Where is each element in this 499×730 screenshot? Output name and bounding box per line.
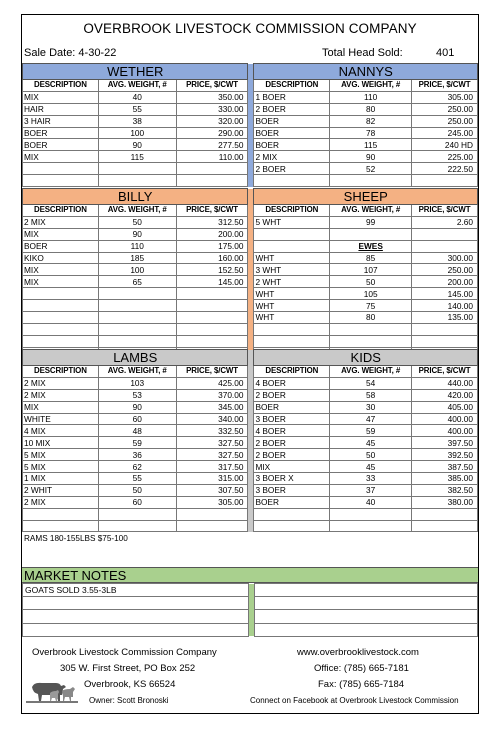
price-cell: 420.00 — [412, 389, 478, 401]
notes-row — [23, 597, 478, 610]
description-cell: 1 MIX — [23, 473, 99, 485]
description-cell: 3 WHT — [254, 264, 330, 276]
description-cell: 1 BOER — [254, 91, 330, 103]
description-cell: 2 BOER — [254, 437, 330, 449]
note-cell — [23, 610, 249, 623]
table-row — [23, 449, 478, 461]
description-cell — [254, 520, 330, 532]
price-cell: 152.50 — [176, 264, 248, 276]
avg-weight-cell: 40 — [98, 91, 176, 103]
avg-weight-cell: 80 — [330, 103, 412, 115]
total-head-label: Total Head Sold: — [322, 47, 403, 59]
avg-weight-cell: 103 — [98, 377, 176, 389]
market-report-page — [21, 14, 479, 714]
avg-weight-cell: 115 — [98, 151, 176, 163]
avg-weight-cell: 58 — [330, 389, 412, 401]
footer-fax: Fax: (785) 665-7184 — [318, 679, 405, 690]
description-cell: 2 MIX — [23, 377, 99, 389]
column-header: AVG. WEIGHT, # — [330, 80, 412, 92]
price-cell: 175.00 — [176, 240, 248, 252]
price-cell: 160.00 — [176, 252, 248, 264]
description-cell — [254, 508, 330, 520]
price-cell: 350.00 — [176, 91, 248, 103]
table-row — [23, 103, 478, 115]
avg-weight-cell — [98, 175, 176, 187]
description-cell: HAIR — [23, 103, 99, 115]
table-row — [23, 151, 478, 163]
price-cell — [176, 300, 248, 312]
table-row — [23, 437, 478, 449]
note-cell — [23, 597, 249, 610]
column-header: DESCRIPTION — [23, 366, 99, 378]
avg-weight-cell: 50 — [98, 484, 176, 496]
price-cell: 145.00 — [412, 288, 478, 300]
avg-weight-cell: 80 — [330, 312, 412, 324]
avg-weight-cell: 85 — [330, 252, 412, 264]
description-cell: BOER — [254, 127, 330, 139]
column-header: DESCRIPTION — [23, 205, 99, 217]
description-cell: KIKO — [23, 252, 99, 264]
column-header: AVG. WEIGHT, # — [330, 205, 412, 217]
avg-weight-cell — [98, 520, 176, 532]
avg-weight-cell: 100 — [98, 127, 176, 139]
ewes-subheader: EWES — [330, 240, 412, 252]
column-header: PRICE, $/CWT — [176, 80, 248, 92]
price-cell: 305.00 — [412, 91, 478, 103]
table-row — [23, 240, 478, 252]
table-row — [23, 401, 478, 413]
avg-weight-cell: 82 — [330, 115, 412, 127]
description-cell: 2 BOER — [254, 103, 330, 115]
price-cell: 400.00 — [412, 413, 478, 425]
price-cell: 200.00 — [412, 276, 478, 288]
column-header: AVG. WEIGHT, # — [98, 80, 176, 92]
description-cell: 10 MIX — [23, 437, 99, 449]
description-cell — [23, 335, 99, 347]
avg-weight-cell: 53 — [98, 389, 176, 401]
avg-weight-cell: 65 — [98, 276, 176, 288]
description-cell: BOER — [254, 139, 330, 151]
description-cell — [23, 163, 99, 175]
table-row — [23, 335, 478, 347]
price-cell: 317.50 — [176, 461, 248, 473]
description-cell: MIX — [23, 91, 99, 103]
price-cell: 332.50 — [176, 425, 248, 437]
price-cell: 382.50 — [412, 484, 478, 496]
avg-weight-cell: 30 — [330, 401, 412, 413]
market-notes-table — [22, 583, 478, 637]
column-header: PRICE, $/CWT — [176, 366, 248, 378]
price-cell: 397.50 — [412, 437, 478, 449]
price-cell: 400.00 — [412, 425, 478, 437]
description-cell — [254, 323, 330, 335]
wether-nannys-table — [22, 63, 478, 187]
description-cell — [23, 175, 99, 187]
avg-weight-cell: 36 — [98, 449, 176, 461]
price-cell: 312.50 — [176, 216, 248, 228]
price-cell: 250.00 — [412, 264, 478, 276]
price-cell: 250.00 — [412, 115, 478, 127]
price-cell: 370.00 — [176, 389, 248, 401]
avg-weight-cell: 50 — [330, 449, 412, 461]
wether-section-title: WETHER — [23, 64, 248, 80]
price-cell — [412, 175, 478, 187]
column-header: AVG. WEIGHT, # — [98, 205, 176, 217]
table-row — [23, 520, 478, 532]
price-cell: 245.00 — [412, 127, 478, 139]
footer-website[interactable]: www.overbrooklivestock.com — [297, 647, 419, 658]
price-cell: 222.50 — [412, 163, 478, 175]
table-row — [23, 425, 478, 437]
description-cell: BOER — [23, 127, 99, 139]
avg-weight-cell: 40 — [330, 496, 412, 508]
avg-weight-cell: 90 — [98, 228, 176, 240]
sale-date: Sale Date: 4-30-22 — [24, 47, 117, 59]
price-cell: 290.00 — [176, 127, 248, 139]
column-header: DESCRIPTION — [254, 366, 330, 378]
avg-weight-cell: 78 — [330, 127, 412, 139]
price-cell — [412, 520, 478, 532]
avg-weight-cell: 50 — [330, 276, 412, 288]
price-cell — [412, 335, 478, 347]
price-cell: 307.50 — [176, 484, 248, 496]
description-cell: MIX — [23, 276, 99, 288]
avg-weight-cell: 115 — [330, 139, 412, 151]
table-row — [23, 461, 478, 473]
footer-owner: Owner: Scott Bronoski — [89, 696, 169, 705]
price-cell: 385.00 — [412, 473, 478, 485]
price-cell: 300.00 — [412, 252, 478, 264]
description-cell — [23, 508, 99, 520]
price-cell — [412, 228, 478, 240]
avg-weight-cell: 105 — [330, 288, 412, 300]
lambs-section-title: LAMBS — [23, 350, 248, 366]
avg-weight-cell — [330, 323, 412, 335]
description-cell: MIX — [254, 461, 330, 473]
avg-weight-cell: 62 — [98, 461, 176, 473]
market-notes-title: MARKET NOTES — [22, 567, 478, 583]
description-cell: 3 BOER — [254, 484, 330, 496]
table-row — [23, 163, 478, 175]
avg-weight-cell — [330, 228, 412, 240]
description-cell: MIX — [23, 264, 99, 276]
table-row — [23, 484, 478, 496]
avg-weight-cell: 37 — [330, 484, 412, 496]
description-cell: 3 BOER — [254, 413, 330, 425]
billy-section-title: BILLY — [23, 189, 248, 205]
table-row — [23, 276, 478, 288]
avg-weight-cell: 75 — [330, 300, 412, 312]
avg-weight-cell: 90 — [98, 401, 176, 413]
notes-row — [23, 610, 478, 623]
rams-note: RAMS 180-155LBS $75-100 — [24, 534, 128, 543]
price-cell: 135.00 — [412, 312, 478, 324]
price-cell: 425.00 — [176, 377, 248, 389]
table-row — [23, 496, 478, 508]
price-cell: 200.00 — [176, 228, 248, 240]
table-row — [23, 389, 478, 401]
description-cell: WHT — [254, 288, 330, 300]
avg-weight-cell — [98, 300, 176, 312]
description-cell — [23, 520, 99, 532]
description-cell: BOER — [254, 401, 330, 413]
column-header: DESCRIPTION — [254, 205, 330, 217]
description-cell — [23, 323, 99, 335]
description-cell: 4 BOER — [254, 377, 330, 389]
avg-weight-cell: 38 — [98, 115, 176, 127]
note-cell — [23, 623, 249, 636]
avg-weight-cell: 45 — [330, 461, 412, 473]
table-row — [23, 288, 478, 300]
avg-weight-cell: 100 — [98, 264, 176, 276]
column-header: PRICE, $/CWT — [412, 205, 478, 217]
table-row — [23, 413, 478, 425]
table-row — [23, 377, 478, 389]
description-cell: 4 MIX — [23, 425, 99, 437]
avg-weight-cell: 55 — [98, 473, 176, 485]
description-cell: 2 BOER — [254, 449, 330, 461]
description-cell — [23, 288, 99, 300]
avg-weight-cell — [98, 312, 176, 324]
column-header: AVG. WEIGHT, # — [330, 366, 412, 378]
avg-weight-cell: 110 — [330, 91, 412, 103]
livestock-logo-icon — [26, 675, 78, 705]
footer-facebook[interactable]: Connect on Facebook at Overbrook Livestock Commission — [250, 696, 459, 705]
avg-weight-cell: 59 — [98, 437, 176, 449]
billy-sheep-table — [22, 188, 478, 360]
description-cell — [254, 228, 330, 240]
price-cell: 380.00 — [412, 496, 478, 508]
avg-weight-cell: 55 — [98, 103, 176, 115]
table-row — [23, 115, 478, 127]
price-cell: 315.00 — [176, 473, 248, 485]
description-cell: 5 WHT — [254, 216, 330, 228]
price-cell — [176, 508, 248, 520]
description-cell: 3 HAIR — [23, 115, 99, 127]
avg-weight-cell: 60 — [98, 413, 176, 425]
price-cell: 387.50 — [412, 461, 478, 473]
price-cell: 327.50 — [176, 449, 248, 461]
description-cell: BOER — [23, 139, 99, 151]
price-cell: 345.00 — [176, 401, 248, 413]
avg-weight-cell: 90 — [330, 151, 412, 163]
price-cell: 240 HD — [412, 139, 478, 151]
description-cell: BOER — [23, 240, 99, 252]
description-cell: WHT — [254, 252, 330, 264]
avg-weight-cell: 185 — [98, 252, 176, 264]
price-cell — [176, 175, 248, 187]
avg-weight-cell: 50 — [98, 216, 176, 228]
avg-weight-cell: 48 — [98, 425, 176, 437]
description-cell — [23, 300, 99, 312]
price-cell — [176, 335, 248, 347]
table-row — [23, 300, 478, 312]
table-row — [23, 323, 478, 335]
description-cell: WHT — [254, 312, 330, 324]
price-cell: 250.00 — [412, 103, 478, 115]
description-cell: 5 MIX — [23, 449, 99, 461]
price-cell: 405.00 — [412, 401, 478, 413]
description-cell: 2 MIX — [23, 216, 99, 228]
price-cell — [176, 520, 248, 532]
notes-row — [23, 623, 478, 636]
avg-weight-cell — [98, 335, 176, 347]
nannys-section-title: NANNYS — [254, 64, 478, 80]
description-cell: WHT — [254, 300, 330, 312]
lambs-kids-table — [22, 349, 478, 532]
footer-office-phone: Office: (785) 665-7181 — [314, 663, 409, 674]
description-cell: 2 MIX — [23, 496, 99, 508]
description-cell: 2 WHIT — [23, 484, 99, 496]
price-cell: 2.60 — [412, 216, 478, 228]
column-header: AVG. WEIGHT, # — [98, 366, 176, 378]
price-cell: 225.00 — [412, 151, 478, 163]
price-cell: 330.00 — [176, 103, 248, 115]
price-cell: 145.00 — [176, 276, 248, 288]
column-header: PRICE, $/CWT — [176, 205, 248, 217]
notes-row — [23, 584, 478, 597]
avg-weight-cell: 52 — [330, 163, 412, 175]
avg-weight-cell: 99 — [330, 216, 412, 228]
table-row — [23, 175, 478, 187]
table-row — [23, 139, 478, 151]
footer-address-1: 305 W. First Street, PO Box 252 — [60, 663, 196, 674]
kids-section-title: KIDS — [254, 350, 478, 366]
description-cell — [254, 175, 330, 187]
description-cell: 2 BOER — [254, 163, 330, 175]
column-header: DESCRIPTION — [254, 80, 330, 92]
avg-weight-cell: 90 — [98, 139, 176, 151]
avg-weight-cell — [330, 335, 412, 347]
sheep-section-title: SHEEP — [254, 189, 478, 205]
description-cell: 4 BOER — [254, 425, 330, 437]
table-row — [23, 312, 478, 324]
avg-weight-cell — [98, 288, 176, 300]
table-row — [23, 91, 478, 103]
description-cell: 2 WHT — [254, 276, 330, 288]
description-cell: 2 BOER — [254, 389, 330, 401]
price-cell — [176, 163, 248, 175]
table-row — [23, 264, 478, 276]
price-cell — [176, 288, 248, 300]
price-cell: 340.00 — [176, 413, 248, 425]
description-cell: BOER — [254, 496, 330, 508]
price-cell — [176, 312, 248, 324]
description-cell: 2 MIX — [254, 151, 330, 163]
price-cell: 392.50 — [412, 449, 478, 461]
column-header: PRICE, $/CWT — [412, 80, 478, 92]
price-cell: 140.00 — [412, 300, 478, 312]
avg-weight-cell: 33 — [330, 473, 412, 485]
avg-weight-cell: 107 — [330, 264, 412, 276]
table-row — [23, 473, 478, 485]
avg-weight-cell: 45 — [330, 437, 412, 449]
price-cell — [176, 323, 248, 335]
price-cell: 110.00 — [176, 151, 248, 163]
avg-weight-cell — [98, 163, 176, 175]
table-row — [23, 228, 478, 240]
avg-weight-cell — [98, 508, 176, 520]
price-cell: 327.50 — [176, 437, 248, 449]
avg-weight-cell: 54 — [330, 377, 412, 389]
description-cell: WHITE — [23, 413, 99, 425]
column-header: PRICE, $/CWT — [412, 366, 478, 378]
avg-weight-cell: 59 — [330, 425, 412, 437]
description-cell — [254, 335, 330, 347]
footer-company: Overbrook Livestock Commission Company — [32, 647, 217, 658]
footer-address-2: Overbrook, KS 66524 — [84, 679, 176, 690]
price-cell: 305.00 — [176, 496, 248, 508]
avg-weight-cell — [330, 508, 412, 520]
price-cell — [412, 508, 478, 520]
price-cell — [412, 323, 478, 335]
price-cell: 277.50 — [176, 139, 248, 151]
description-cell: BOER — [254, 115, 330, 127]
total-head-value: 401 — [436, 47, 455, 59]
price-cell: 440.00 — [412, 377, 478, 389]
description-cell: 5 MIX — [23, 461, 99, 473]
table-row — [23, 252, 478, 264]
note-cell: GOATS SOLD 3.55-3LB — [23, 584, 249, 597]
avg-weight-cell — [98, 323, 176, 335]
description-cell: 3 BOER X — [254, 473, 330, 485]
description-cell: MIX — [23, 151, 99, 163]
avg-weight-cell: 110 — [98, 240, 176, 252]
company-title: OVERBROOK LIVESTOCK COMMISSION COMPANY — [83, 21, 417, 36]
table-row — [23, 508, 478, 520]
description-cell: MIX — [23, 401, 99, 413]
price-cell: 320.00 — [176, 115, 248, 127]
avg-weight-cell: 47 — [330, 413, 412, 425]
table-row — [23, 127, 478, 139]
avg-weight-cell: 60 — [98, 496, 176, 508]
description-cell: 2 MIX — [23, 389, 99, 401]
description-cell — [23, 312, 99, 324]
description-cell: MIX — [23, 228, 99, 240]
avg-weight-cell — [330, 520, 412, 532]
column-header: DESCRIPTION — [23, 80, 99, 92]
table-row — [23, 216, 478, 228]
avg-weight-cell — [330, 175, 412, 187]
